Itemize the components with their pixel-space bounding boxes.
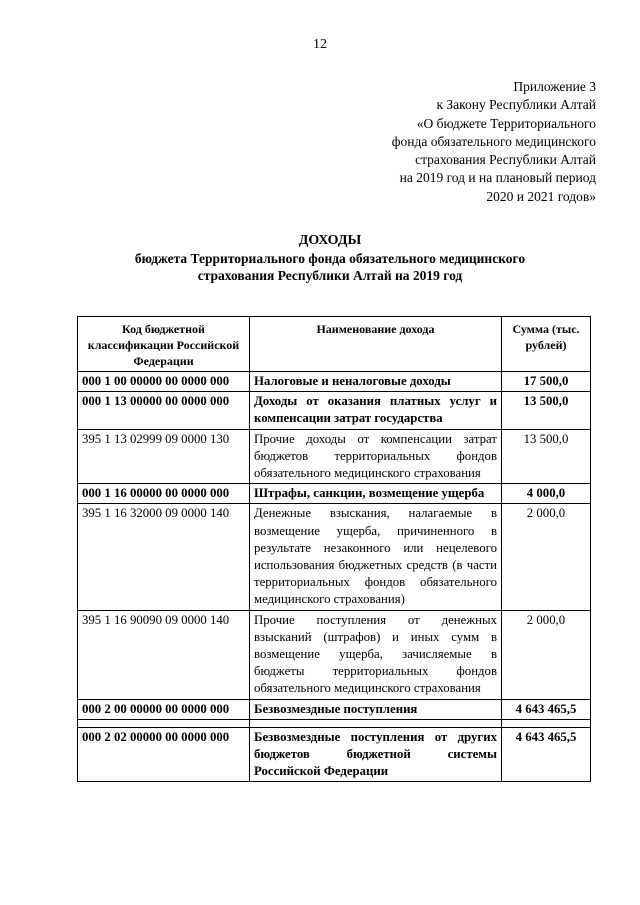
spacer-cell bbox=[502, 719, 591, 727]
spacer-cell bbox=[78, 719, 250, 727]
row-name: Налоговые и неналоговые доходы bbox=[250, 372, 502, 392]
table-row bbox=[78, 504, 591, 610]
row-sum: 13 500,0 bbox=[502, 392, 591, 429]
table-row bbox=[78, 727, 591, 782]
appendix-header bbox=[296, 78, 596, 206]
spacer-cell bbox=[250, 719, 502, 727]
title-line: бюджета Территориального фонда обязательного медицинского bbox=[134, 251, 526, 266]
title-line: страхования Республики Алтай на 2019 год bbox=[197, 268, 463, 283]
title-main: ДОХОДЫ bbox=[298, 233, 362, 248]
table-row bbox=[78, 392, 591, 429]
row-code: 000 2 00 00000 00 0000 000 bbox=[78, 699, 250, 719]
row-name: Денежные взыскания, налагаемые в возмещение ущерба, причиненного в результате незаконного или нецелевого использования бюджетных средств (в части территориальных фондов обязательного медицинского страхования) bbox=[250, 504, 502, 610]
page-number: 12 bbox=[313, 37, 327, 52]
row-name: Прочие поступления от денежных взысканий (штрафов) и иных сумм в возмещение ущерба, зачисляемые в бюджеты территориальных фондов обязательного медицинского страхования bbox=[250, 610, 502, 699]
row-code: 395 1 13 02999 09 0000 130 bbox=[78, 429, 250, 484]
appendix-line: на 2019 год и на плановый период bbox=[399, 170, 596, 186]
table-row bbox=[78, 429, 591, 484]
appendix-line: Приложение 3 bbox=[513, 79, 596, 94]
row-name: Безвозмездные поступления bbox=[250, 699, 502, 719]
row-code: 395 1 16 32000 09 0000 140 bbox=[78, 504, 250, 610]
row-code: 000 2 02 00000 00 0000 000 bbox=[78, 727, 250, 782]
row-name: Прочие доходы от компенсации затрат бюджетов территориальных фондов обязательного медицинского страхования bbox=[250, 429, 502, 484]
row-sum: 4 000,0 bbox=[502, 484, 591, 504]
row-code: 000 1 00 00000 00 0000 000 bbox=[78, 372, 250, 392]
row-name: Штрафы, санкции, возмещение ущерба bbox=[250, 484, 502, 504]
income-table bbox=[77, 316, 591, 782]
appendix-line: «О бюджете Территориального bbox=[416, 115, 596, 131]
appendix-line: к Закону Республики Алтай bbox=[436, 97, 596, 113]
row-sum: 13 500,0 bbox=[502, 429, 591, 484]
row-sum: 17 500,0 bbox=[502, 372, 591, 392]
table-header-row bbox=[78, 317, 591, 372]
row-code: 000 1 13 00000 00 0000 000 bbox=[78, 392, 250, 429]
document-title bbox=[60, 232, 600, 284]
row-name: Безвозмездные поступления от других бюджетов бюджетной системы Российской Федерации bbox=[250, 727, 502, 782]
header-name: Наименование дохода bbox=[250, 317, 502, 372]
table-row bbox=[78, 372, 591, 392]
table-row bbox=[78, 484, 591, 504]
appendix-line: страхования Республики Алтай bbox=[415, 152, 596, 168]
row-sum: 2 000,0 bbox=[502, 504, 591, 610]
table-row bbox=[78, 699, 591, 719]
row-code: 000 1 16 00000 00 0000 000 bbox=[78, 484, 250, 504]
table-spacer-row bbox=[78, 719, 591, 727]
row-sum: 2 000,0 bbox=[502, 610, 591, 699]
table-row bbox=[78, 610, 591, 699]
row-name: Доходы от оказания платных услуг и компенсации затрат государства bbox=[250, 392, 502, 429]
appendix-line: 2020 и 2021 годов» bbox=[486, 188, 596, 204]
row-sum: 4 643 465,5 bbox=[502, 699, 591, 719]
header-code: Код бюджетной классификации Российской Федерации bbox=[78, 317, 250, 372]
header-sum: Сумма (тыс. рублей) bbox=[502, 317, 591, 372]
row-sum: 4 643 465,5 bbox=[502, 727, 591, 782]
row-code: 395 1 16 90090 09 0000 140 bbox=[78, 610, 250, 699]
appendix-line: фонда обязательного медицинского bbox=[391, 133, 596, 149]
